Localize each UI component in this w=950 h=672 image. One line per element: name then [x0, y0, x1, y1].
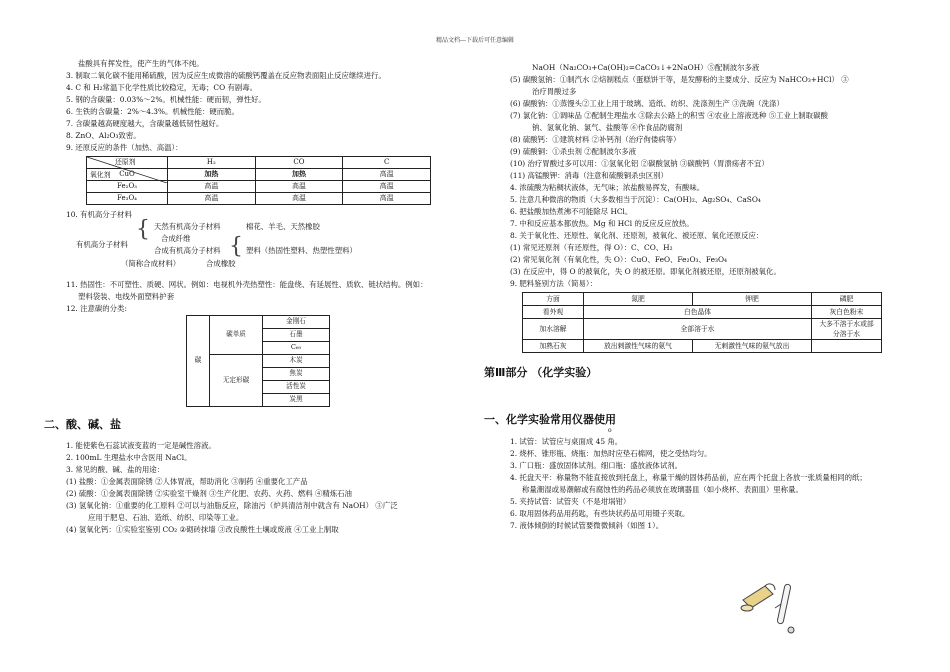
text-line: 治疗胃酸过多 [532, 87, 577, 96]
text-line: 3. 常见的酸、碱、盐的用途： [66, 464, 165, 474]
degree-mark: o [608, 427, 612, 435]
fertilizer-table [522, 292, 882, 353]
text-line: 4. 浓硫酸为粘稠状液体，无气味；浓盐酸易挥发，有酸味。 [510, 183, 705, 192]
column-header: 方面 [523, 293, 584, 306]
text-line: 盐酸具有挥发性，使产生的气体不纯。 [78, 59, 204, 68]
text-line: NaOH（Na₂CO₃+Ca(OH)₂=CaCO₃↓+2NaOH）⑤配制波尔多液 [532, 63, 760, 72]
degree-mark-row [510, 428, 910, 436]
part-title: 第Ⅲ部分 （化学实验） [484, 366, 598, 380]
liquid-pouring-illustration-icon [735, 578, 805, 636]
carbon-group-cell: 碳单质 [210, 316, 263, 355]
row-header: 加熟石灰 [523, 340, 584, 353]
text-line: 6. 取用固体药品用药匙，有些块状药品可用镊子夹取。 [510, 509, 690, 519]
text-line: (10) 治疗胃酸过多可以用：①氢氧化铝 ②碳酸氢钠 ③碳酸钙（胃溃疡者不宜） [510, 159, 769, 168]
table-cell: 放出刺激性气味的氨气 [584, 340, 693, 353]
tree-root: 有机高分子材料 [76, 240, 128, 249]
carbon-item-cell: 金刚石 [263, 316, 330, 329]
table-cell: 高温 [255, 181, 343, 193]
table-cell: 加热 [255, 169, 343, 181]
table-cell: 大多不溶于水或部分溶于水 [812, 319, 882, 340]
text-line: (2) 硫酸：①金属表面除锈 ②实验室干燥剂 ③生产化肥、农药、火药、燃料 ④精炼石油 [66, 488, 352, 498]
corner-top-label: 还原剂 [115, 158, 136, 166]
table-cell: 全部溶于水 [584, 319, 812, 340]
table-cell: 白色晶体 [584, 306, 812, 319]
tree-node: 合成有机高分子材料 [154, 246, 221, 255]
tree-node: 棉花、羊毛、天然橡胶 [246, 222, 320, 231]
section-title: 二、酸、碱、盐 [44, 418, 121, 431]
text-line: 9. 还原反应的条件（加热、高温）： [66, 143, 183, 152]
text-line: (9) 硫酸铜：①杀虫剂 ②配制波尔多液 [510, 147, 637, 156]
row-header: Fe₃O₄ [87, 193, 168, 205]
column-header: 磷肥 [812, 293, 882, 306]
text-line: 12. 注意碳的分类: [66, 304, 127, 313]
table-row [523, 306, 882, 319]
text-line: 3. 广口瓶：盛放固体试剂。细口瓶：盛放液体试剂。 [510, 461, 682, 471]
tree-node: 塑料（热固性塑料、热塑性塑料） [246, 246, 357, 255]
reduction-conditions-table [86, 156, 431, 205]
text-line: 6. 把盐酸加热煮沸不可能除尽 HCl。 [510, 207, 633, 216]
table-cell: 高温 [343, 181, 431, 193]
column-header: 氮肥 [584, 293, 693, 306]
carbon-item-cell: 焦炭 [263, 368, 330, 381]
tree-node: （简称合成材料） [121, 259, 181, 268]
text-line: 2. 烧杯、锥形瓶、烧瓶：加热时应垫石棉网，使之受热均匀。 [510, 449, 712, 459]
page-header: 精品文档---下载后可任意编辑 [435, 37, 515, 44]
corner-bottom-label: 氧化剂 [90, 171, 111, 179]
text-line: 钠、氢氧化钠、氯气、盐酸等 ⑥作食品防腐剂 [532, 123, 683, 132]
carbon-item-cell: 石墨 [263, 329, 330, 342]
table-cell: 高温 [343, 193, 431, 205]
row-header: CuO [87, 169, 168, 181]
row-header: 加水溶解 [523, 319, 584, 340]
column-header: C [343, 157, 431, 169]
text-line: 4. 托盘天平：称量物不能直接放到托盘上，称量干燥的固体药品前，应在两个托盘上各放一张质量相同的纸； [510, 473, 867, 483]
table-cell: 高温 [168, 193, 256, 205]
table-row [523, 340, 882, 353]
carbon-item-cell: 活性炭 [263, 381, 330, 394]
carbon-classification-table [186, 315, 330, 407]
section-title: 一、化学实验常用仪器使用 [484, 412, 616, 426]
table-cell: 高温 [343, 169, 431, 181]
brace-icon: { [229, 234, 243, 259]
text-line: (5) 碳酸氢钠：①制汽水 ②焙制糕点（蛋糕饼干等，是发酵粉的主要成分、反应为 NaHCO₃+HCl） ③ [510, 75, 849, 84]
text-line: 称量潮湿或易潮解或有腐蚀性的药品必须放在玻璃器皿（如小烧杯、表面皿）里称量。 [522, 485, 803, 495]
carbon-item-cell: C₆₀ [263, 342, 330, 355]
carbon-root-cell: 碳 [187, 316, 210, 407]
text-line: 5. 注意几种微溶的物质（大多数相当于沉淀）：Ca(OH)₂、Ag₂SO₄、CaSO₄ [510, 195, 761, 204]
text-line: (2) 常见氧化剂（有氧化性，失 O）：CuO、FeO、Fe₂O₃、Fe₃O₄ [510, 255, 727, 264]
text-line: (6) 碳酸钠：①蒸馒头②工业上用于玻璃、造纸、纺织、洗涤剂生产 ③洗碗（洗涤） [510, 99, 784, 108]
carbon-item-cell: 木炭 [263, 355, 330, 368]
table-cell: 无刺激性气味的氨气放出 [693, 340, 812, 353]
text-line: 10. 有机高分子材料 [66, 210, 132, 219]
text-line: 2. 100mL 生理盐水中含医用 NaCl。 [66, 452, 192, 462]
text-line: 7. 中和反应基本都放热。Mg 和 HCl 的反应反应放热。 [510, 219, 694, 228]
table-cell: 高温 [255, 193, 343, 205]
text-line: (3) 氢氧化钠：①重要的化工原料 ②可以与油脂反应，除油污（炉具清洁剂中就含有 NaOH） ③广泛 [66, 500, 398, 510]
text-line: 8. ZnO、Al₂O₃致密。 [66, 131, 141, 140]
table-cell: 高温 [168, 181, 256, 193]
tree-node: 合成纤维 [161, 234, 191, 243]
text-line: 3. 制取二氧化碳不能用稀硫酸，因为反应生成微溶的硫酸钙覆盖在反应物表面阻止反应继续进行。 [66, 71, 386, 80]
column-header: 钾肥 [693, 293, 812, 306]
row-header: 看外观 [523, 306, 584, 319]
polymer-classification-tree [66, 217, 466, 279]
text-line: (8) 硫酸钙：①建筑材料 ②补钙剂（治疗佝偻病等） [510, 135, 681, 144]
text-line: (1) 常见还原剂（有还原性，得 O）：C、CO、H₂ [510, 243, 673, 252]
text-line: 塑料袋装、电线外面塑料护套 [78, 292, 175, 301]
text-line: 7. 含碳量越高硬度越大，含碳量越低韧性越好。 [66, 119, 224, 128]
text-line: 7. 液体倾倒的时候试管要微微倾斜（如图 1）。 [510, 521, 664, 531]
text-line: 8. 关于氧化性、还原性、氧化剂、还原剂，被氧化、被还原、氧化还原反应： [510, 231, 764, 240]
tree-node: 合成橡胶 [206, 259, 236, 268]
table-cell: 灰白色粉末 [812, 306, 882, 319]
table-row [523, 319, 882, 340]
left-column [44, 58, 466, 536]
text-line: 5. 钢的含碳量：0.03%～2%。机械性能：硬而韧，弹性好。 [66, 95, 266, 104]
column-header: H₂ [168, 157, 256, 169]
text-line: 6. 生铁的含碳量：2%～4.3%。机械性能：硬而脆。 [66, 107, 239, 116]
text-line: (7) 氯化钠：①调味品 ②配制生理盐水 ③除去公路上的积雪 ④农业上溶液选种 ⑤工业上制取碳酸 [510, 111, 828, 120]
table-cell [812, 340, 882, 353]
text-line: 9. 肥料鉴别方法（简易）： [510, 279, 597, 288]
table-cell: 加热 [168, 169, 256, 181]
right-column [484, 62, 910, 532]
carbon-item-cell: 炭黑 [263, 394, 330, 407]
text-line: 11. 热固性：不可塑性、质硬、网状。例如：电视机外壳热塑性：能盘绕、有延展性、质软、链状结构。例如： [66, 280, 428, 289]
column-header: CO [255, 157, 343, 169]
text-line: (1) 盐酸：①金属表面除锈 ②人体胃液，帮助消化 ③制药 ④重要化工产品 [66, 476, 308, 486]
tree-node: 天然有机高分子材料 [154, 222, 221, 231]
text-line: 5. 夹持试管：试管夹（不是坩埚钳） [510, 497, 631, 507]
text-line: 应用于肥皂、石油、造纸、纺织、印染等工业。 [88, 512, 244, 522]
text-line: (4) 氢氧化钙：①实验室鉴别 CO₂ ②砌砖抹墙 ③改良酸性土壤或废液 ④工业上制取 [66, 524, 339, 534]
table-row [87, 193, 431, 205]
text-line: 4. C 和 H₂常温下化学性质比较稳定，无毒；CO 有剧毒。 [66, 83, 258, 92]
brace-icon: { [136, 217, 150, 242]
text-line: (3) 在反应中，得 O 的被氧化，失 O 的被还原。即氧化剂被还原，还原剂被氧化。 [510, 267, 781, 276]
carbon-group-cell: 无定形碳 [210, 355, 263, 407]
text-line: 1. 能使紫色石蕊试液变蓝的一定是碱性溶液。 [66, 440, 216, 450]
text-line: (11) 高锰酸钾：消毒（注意和硫酸铜杀虫区别） [510, 171, 668, 180]
text-line: 1. 试管：试管应与桌面成 45 角。 [510, 437, 623, 447]
row-header: Fe₂O₃ [87, 181, 168, 193]
